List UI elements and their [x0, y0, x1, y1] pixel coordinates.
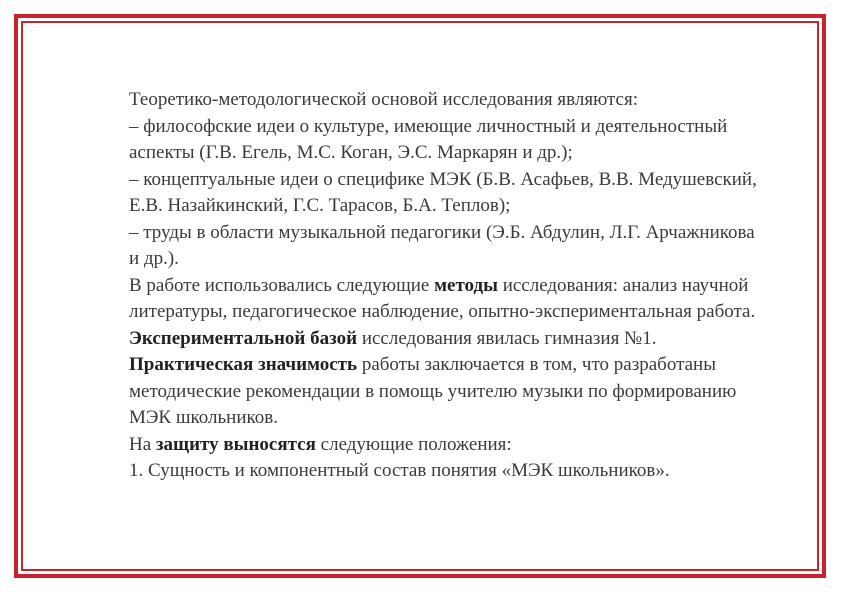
theory-item-philosophy: – философские идеи о культуре, имеющие личностный и деятельностный аспекты (Г.В. Егель, М.С. Коган, Э.С. Маркарян и др.);: [129, 115, 728, 163]
methods-text-before: В работе использовались следующие: [129, 274, 435, 296]
slide-text: [129, 87, 769, 485]
significance-bold: Практическая значимость: [129, 354, 358, 375]
defense-bold: защиту выносятся: [155, 433, 316, 455]
defense-text-before: На: [129, 433, 156, 455]
base-bold: Экспериментальной базой: [129, 327, 358, 349]
methods-bold: методы: [434, 274, 498, 296]
significance-paragraph: [129, 352, 769, 432]
defense-text-after: следующие положения:: [315, 433, 512, 455]
base-paragraph: [129, 326, 769, 353]
defense-paragraph: [129, 432, 769, 459]
theory-item-concepts: – концептуальные идеи о специфике МЭК (Б.В. Асафьев, В.В. Медушевский, Е.В. Назайкинский, Г.С. Тарасов, Б.А. Теплов);: [129, 168, 757, 216]
theory-intro: Теоретико-методологической основой исследования являются:: [129, 89, 639, 110]
base-text-after: исследования явилась гимназия №1.: [357, 327, 657, 349]
point-1: 1. Сущность и компонентный состав понятия «МЭК школьников».: [129, 460, 670, 481]
methods-text-after: исследования: анализ научной литературы, педагогическое наблюдение, опытно-экспериментальная работа.: [129, 274, 756, 322]
significance-text-after: работы заключается в том, что разработаны методические рекомендации в помощь учителю музыки по формированию МЭК школьников.: [129, 354, 737, 428]
theory-item-pedagogy: – труды в области музыкальной педагогики (Э.Б. Абдулин, Л.Г. Арчажникова и др.).: [129, 221, 755, 269]
methods-paragraph: [129, 273, 769, 326]
